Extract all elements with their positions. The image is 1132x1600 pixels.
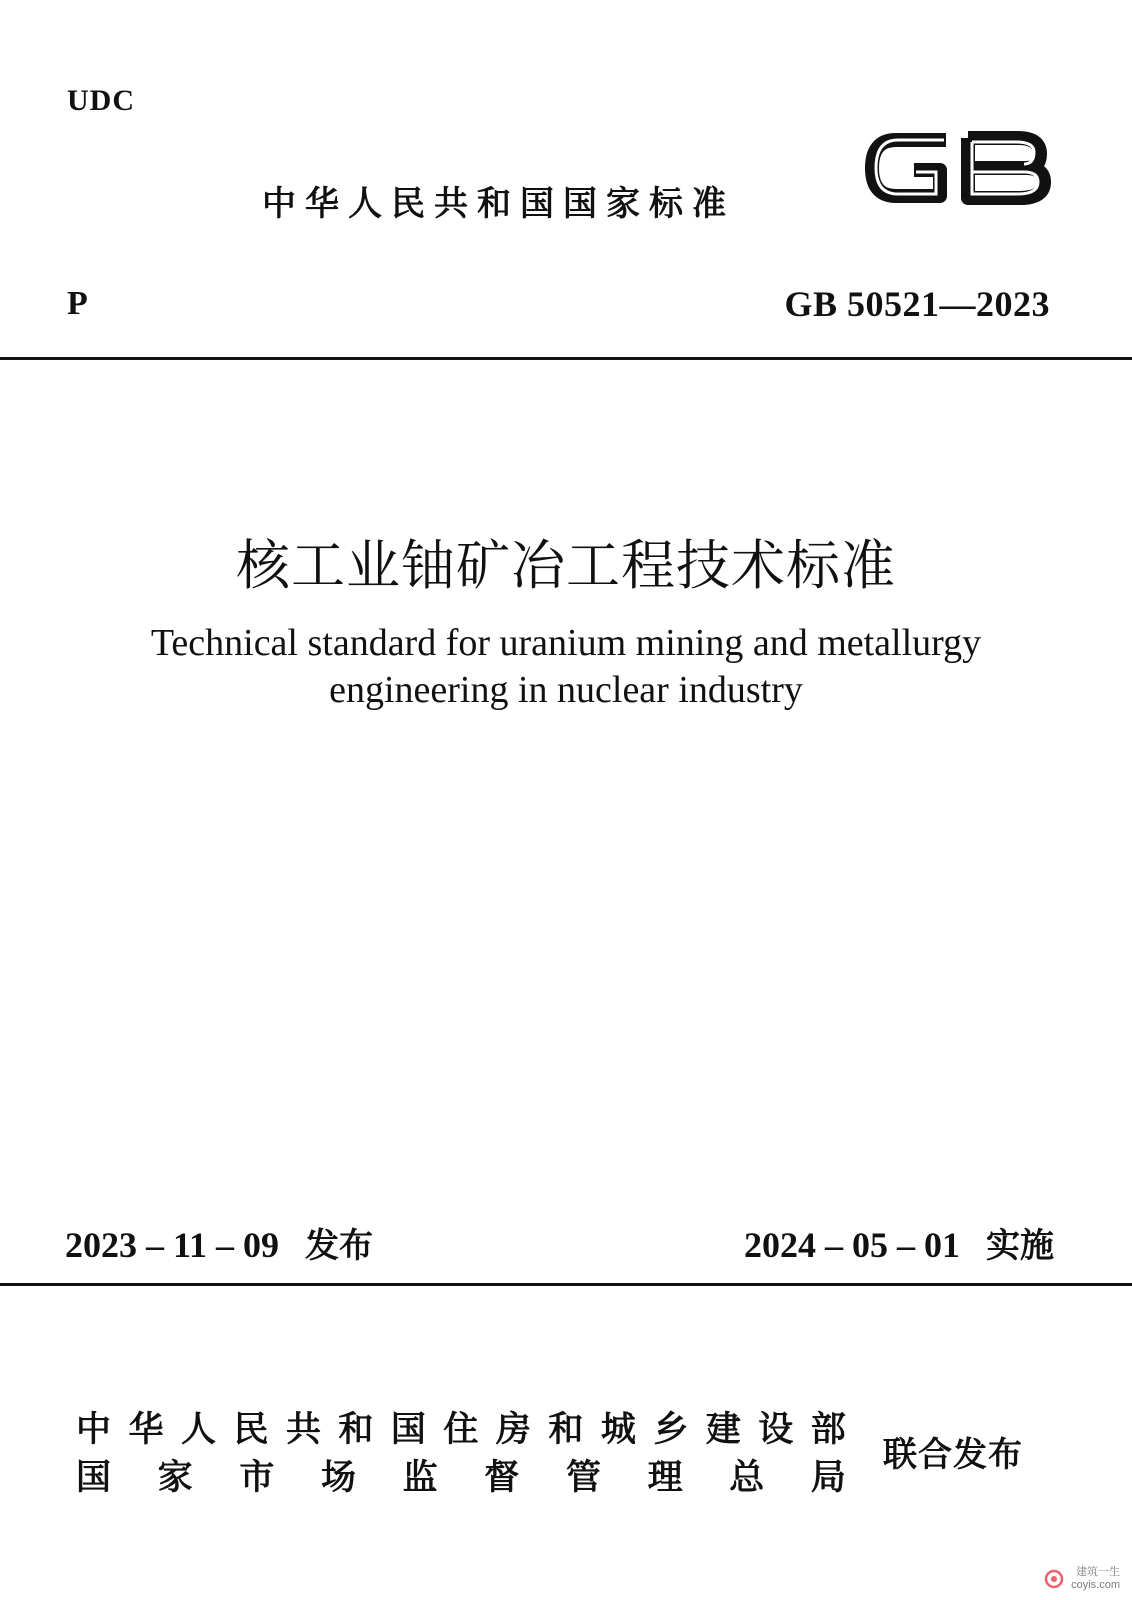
gb-logo [858, 118, 1058, 218]
publisher-char: 建 [705, 1410, 741, 1450]
publisher-char: 中 [76, 1410, 112, 1450]
publisher-char: 住 [443, 1410, 479, 1450]
standard-number: GB 50521—2023 [784, 284, 1050, 324]
publisher-char: 监 [402, 1458, 438, 1498]
publisher-char: 市 [239, 1458, 275, 1498]
national-standard-heading: 中华人民共和国国家标准 [262, 184, 735, 224]
publisher-char: 局 [810, 1458, 846, 1498]
top-divider [0, 357, 1132, 360]
publisher-char: 房 [495, 1410, 531, 1450]
publisher-char: 乡 [653, 1410, 689, 1450]
implementation-date: 2024 – 05 – 01 [744, 1225, 960, 1265]
title-english-line-2: engineering in nuclear industry [329, 669, 803, 711]
bottom-divider [0, 1283, 1132, 1286]
issue-date: 2023 – 11 – 09 [65, 1225, 280, 1265]
publisher-char: 民 [233, 1410, 269, 1450]
publisher-char: 和 [548, 1410, 584, 1450]
joint-release-label: 联合发布 [883, 1435, 1023, 1475]
publisher-char: 人 [180, 1410, 216, 1450]
classification-code: P [67, 285, 88, 322]
publisher-char: 督 [484, 1458, 520, 1498]
publisher-administration [76, 1450, 846, 1500]
publisher-ministry [76, 1402, 846, 1452]
watermark-site-name: 建筑一生 [1076, 1566, 1120, 1578]
publisher-char: 设 [758, 1410, 794, 1450]
publisher-char: 理 [647, 1458, 683, 1498]
udc-label: UDC [67, 84, 135, 117]
publisher-char: 管 [565, 1458, 601, 1498]
publisher-char: 总 [729, 1458, 765, 1498]
publisher-char: 和 [338, 1410, 374, 1450]
watermark-logo-icon [1043, 1568, 1065, 1590]
title-chinese: 核工业铀矿冶工程技术标准 [236, 534, 896, 597]
issue-date-row [65, 1218, 373, 1267]
issue-date-suffix: 发布 [305, 1226, 374, 1266]
publisher-char: 家 [157, 1458, 193, 1498]
implementation-date-row [744, 1218, 1054, 1267]
watermark-site-url: coyis.com [1071, 1579, 1120, 1591]
publisher-char: 国 [390, 1410, 426, 1450]
publisher-char: 城 [600, 1410, 636, 1450]
title-english-line-1: Technical standard for uranium mining and metallurgy [150, 622, 982, 664]
site-watermark [1043, 1566, 1120, 1592]
publisher-char: 国 [76, 1458, 112, 1498]
publisher-char: 部 [810, 1410, 846, 1450]
publisher-char: 共 [285, 1410, 321, 1450]
implementation-date-suffix: 实施 [986, 1226, 1054, 1266]
publisher-char: 华 [128, 1410, 164, 1450]
publisher-char: 场 [320, 1458, 356, 1498]
